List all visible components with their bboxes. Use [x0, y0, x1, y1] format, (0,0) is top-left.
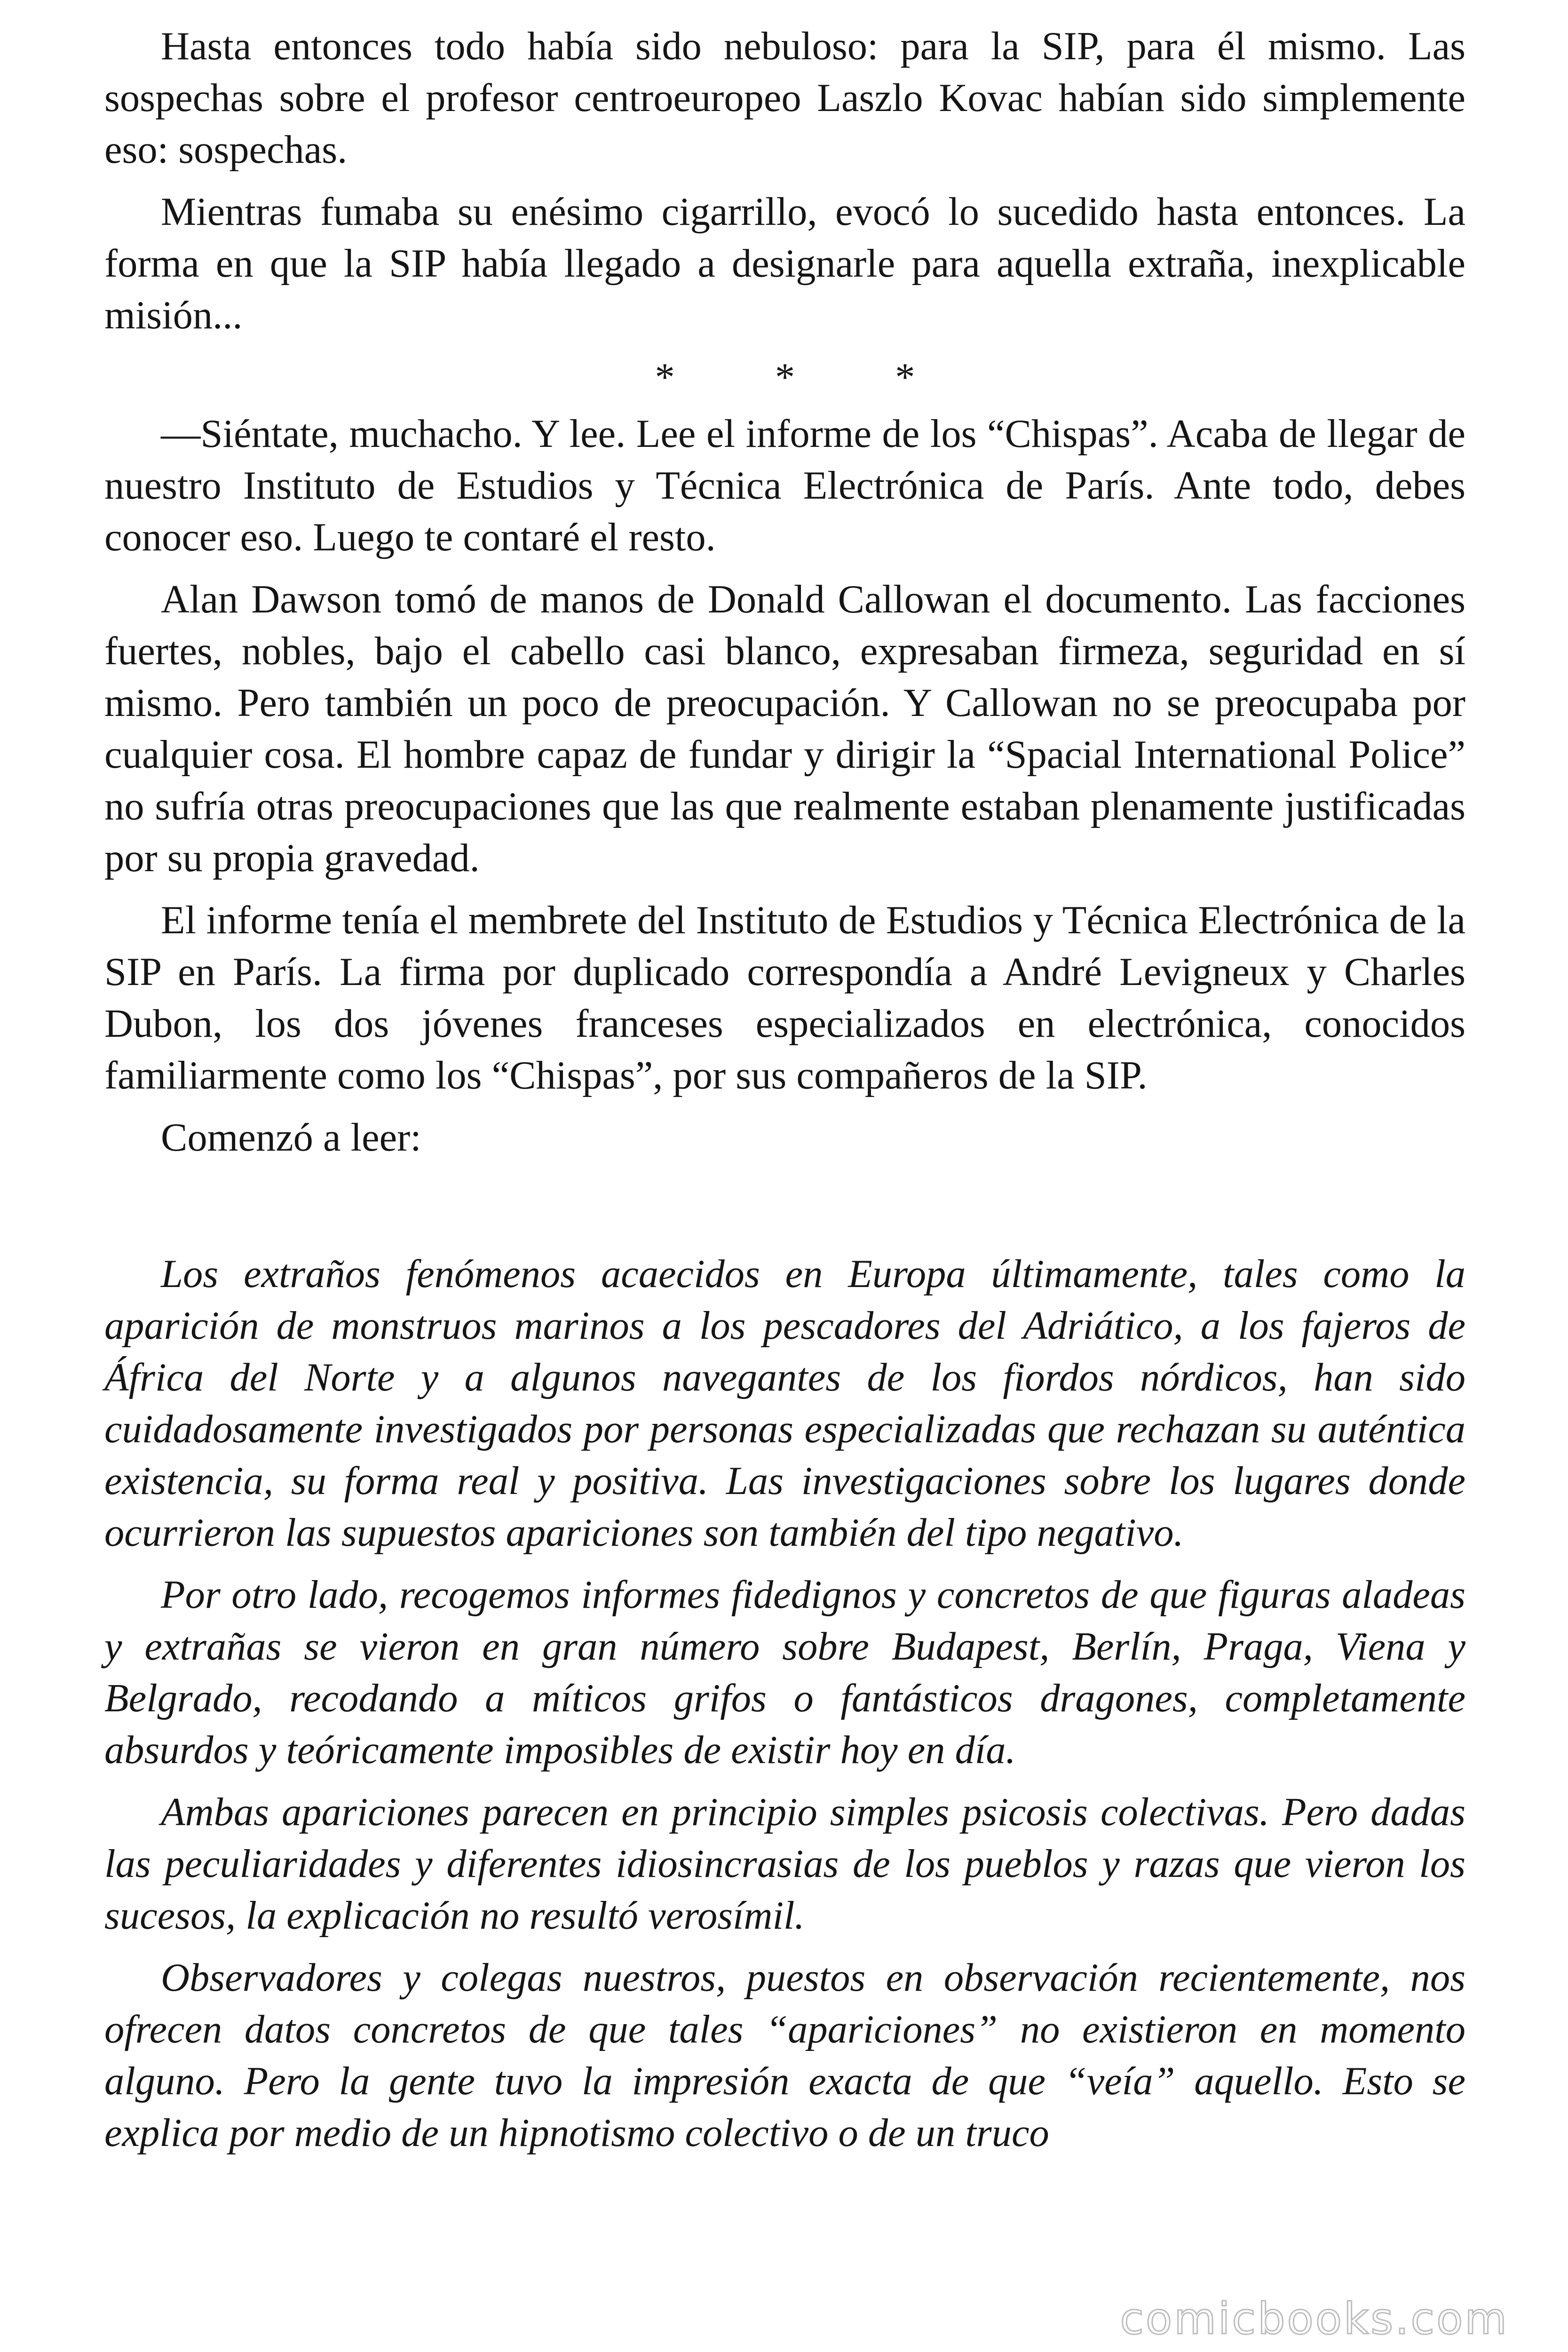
- paragraph: Comenzó a leer:: [161, 1116, 421, 1160]
- section-separator: * * *: [655, 356, 960, 399]
- paragraph: Hasta entonces todo había sido nebuloso: para la SIP, para él mismo. Las sospechas sobre el profesor centroeuropeo Laszlo Kovac habían sido simplemente eso: sospechas.: [104, 24, 1465, 172]
- paragraph: —Siéntate, muchacho. Y lee. Lee el informe de los “Chispas”. Acaba de llegar de nuestro Instituto de Estudios y Técnica Electrónica de París. Ante todo, debes conocer eso. Luego te contaré el resto.: [104, 412, 1465, 559]
- document-page: [104, 21, 1465, 2159]
- watermark: comicbooks.com: [1120, 2294, 1509, 2344]
- paragraph: Alan Dawson tomó de manos de Donald Callowan el documento. Las facciones fuertes, nobles, bajo el cabello casi blanco, expresaban firmeza, seguridad en sí mismo. Pero también un poco de preocupación. Y Callowan no se preocupaba por cualquier cosa. El hombre capaz de fundar y dirigir la “Spacial International Police” no sufría otras preocupaciones que las que realmente estaban plenamente justificadas por su propia gravedad.: [104, 578, 1465, 880]
- report-paragraph: Observadores y colegas nuestros, puestos en observación recientemente, nos ofrecen datos concretos de que tales “apariciones” no existieron en momento alguno. Pero la gente tuvo la impresión exacta de que “veía” aquello. Esto se explica por medio de un hipnotismo colectivo o de un truco: [104, 1956, 1465, 2155]
- report-paragraph: Los extraños fenómenos acaecidos en Europa últimamente, tales como la aparición de monstruos marinos a los pescadores del Adriático, a los fajeros de África del Norte y a algunos navegantes de los fiordos nórdicos, han sido cuidadosamente investigados por personas especializadas que rechazan su auténtica existencia, su forma real y positiva. Las investigaciones sobre los lugares donde ocurrieron las supuestos apariciones son también del tipo negativo.: [104, 1252, 1465, 1555]
- report-paragraph: Por otro lado, recogemos informes fidedignos y concretos de que figuras aladeas y extrañas se vieron en gran número sobre Budapest, Berlín, Praga, Viena y Belgrado, recodando a míticos grifos o fantásticos dragones, completamente absurdos y teóricamente imposibles de existir hoy en día.: [104, 1573, 1465, 1772]
- report-paragraph: Ambas apariciones parecen en principio simples psicosis colectivas. Pero dadas las peculiaridades y diferentes idiosincrasias de los pueblos y razas que vieron los sucesos, la explicación no resultó verosímil.: [104, 1790, 1465, 1938]
- paragraph: Mientras fumaba su enésimo cigarrillo, evocó lo sucedido hasta entonces. La forma en que la SIP había llegado a designarle para aquella extraña, inexplicable misión...: [104, 190, 1465, 337]
- paragraph: El informe tenía el membrete del Instituto de Estudios y Técnica Electrónica de la SIP en París. La firma por duplicado correspondía a André Levigneux y Charles Dubon, los dos jóvenes franceses especializados en electrónica, conocidos familiarmente como los “Chispas”, por sus compañeros de la SIP.: [104, 898, 1465, 1097]
